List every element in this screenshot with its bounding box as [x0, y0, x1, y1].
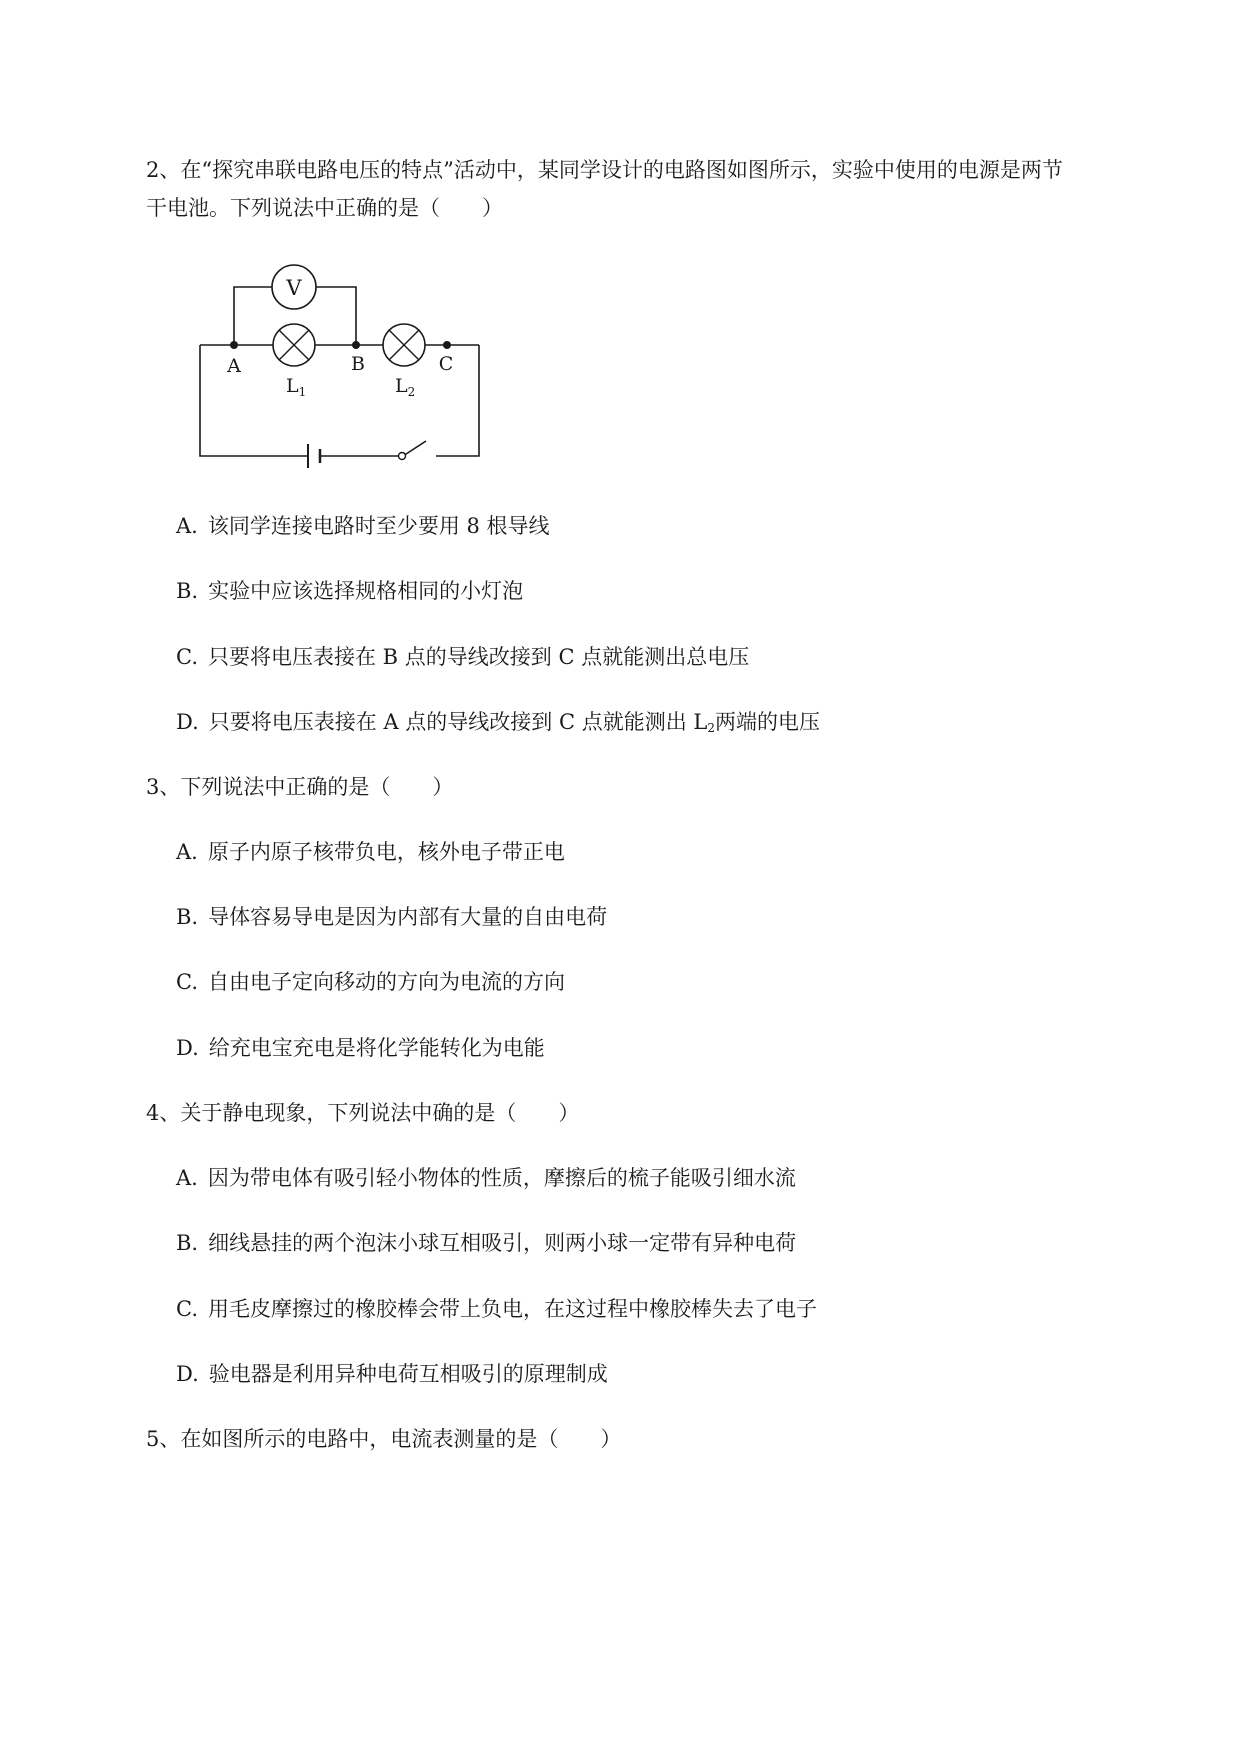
- option-text: 该同学连接电路时至少要用 8 根导线: [207, 514, 550, 538]
- junction-a-dot: [230, 341, 238, 349]
- question-4-line-1: [146, 1099, 579, 1127]
- option-text: 自由电子定向移动的方向为电流的方向: [208, 970, 565, 994]
- option-letter: B.: [176, 905, 199, 929]
- question-2-option-d: [176, 708, 820, 736]
- option-letter: D.: [176, 710, 199, 734]
- option-letter: A.: [176, 840, 198, 864]
- option-letter: D.: [176, 1362, 199, 1386]
- point-b-label: B: [351, 353, 365, 375]
- question-4-stem: 关于静电现象，下列说法中确的是（ ）: [180, 1101, 580, 1125]
- switch-pivot: [399, 453, 406, 460]
- question-4-option-d: [176, 1360, 608, 1388]
- option-text: 只要将电压表接在 B 点的导线改接到 C 点就能测出总电压: [208, 645, 750, 669]
- option-text: 导体容易导电是因为内部有大量的自由电荷: [208, 905, 608, 929]
- question-2-stem-line-2: 干电池。下列说法中正确的是（ ）: [146, 196, 503, 220]
- question-3-line-1: [146, 773, 453, 801]
- question-3-option-a: [176, 838, 565, 866]
- lamp-l2-label: $L_2$: [395, 375, 416, 399]
- question-4-option-b: [176, 1229, 796, 1257]
- option-text-before: 只要将电压表接在 A 点的导线改接到 C 点就能测出 L: [208, 710, 708, 734]
- option-letter: A.: [176, 1166, 198, 1190]
- option-text: 给充电宝充电是将化学能转化为电能: [208, 1036, 545, 1060]
- option-letter: B.: [176, 579, 199, 603]
- question-3-option-d: [176, 1034, 545, 1062]
- option-letter: B.: [176, 1231, 199, 1255]
- point-c-label: C: [438, 353, 454, 375]
- question-4-option-c: [176, 1295, 817, 1323]
- option-text: 用毛皮摩擦过的橡胶棒会带上负电，在这过程中橡胶棒失去了电子: [208, 1297, 817, 1321]
- question-2-option-b: [176, 577, 523, 605]
- option-text: 细线悬挂的两个泡沫小球互相吸引，则两小球一定带有异种电荷: [208, 1231, 797, 1255]
- question-2-option-a: [176, 512, 550, 540]
- question-3-option-c: [176, 968, 565, 996]
- question-2-number: 2、: [146, 158, 181, 182]
- option-text: 验电器是利用异种电荷互相吸引的原理制成: [208, 1362, 608, 1386]
- question-5-number: 5、: [146, 1427, 181, 1451]
- question-3-number: 3、: [146, 775, 181, 799]
- option-text-subscript: 2: [707, 721, 715, 735]
- voltmeter-label: V: [286, 276, 302, 300]
- option-text: 实验中应该选择规格相同的小灯泡: [208, 579, 524, 603]
- lamp-l2-symbol: [383, 324, 425, 366]
- question-5-stem: 在如图所示的电路中，电流表测量的是（ ）: [180, 1427, 622, 1451]
- option-letter: C.: [176, 970, 198, 994]
- question-4-option-a: [176, 1164, 796, 1192]
- question-3-option-b: [176, 903, 607, 931]
- question-2-line-1: [146, 156, 1063, 184]
- question-2-option-c: [176, 643, 749, 671]
- lamp-l1-symbol: [273, 324, 315, 366]
- circuit-diagram: [196, 258, 486, 478]
- option-text: 因为带电体有吸引轻小物体的性质，摩擦后的梳子能吸引细水流: [207, 1166, 796, 1190]
- junction-b-dot: [352, 341, 360, 349]
- question-2-line-2: [146, 194, 503, 222]
- option-text: 原子内原子核带负电，核外电子带正电: [207, 840, 565, 864]
- question-4-number: 4、: [146, 1101, 181, 1125]
- point-a-label: A: [227, 355, 241, 377]
- lamp-l1-label: $L_1$: [286, 375, 307, 399]
- question-3-stem: 下列说法中正确的是（ ）: [180, 775, 454, 799]
- option-letter: A.: [176, 514, 198, 538]
- option-letter: D.: [176, 1036, 199, 1060]
- option-text-after: 两端的电压: [714, 710, 820, 734]
- question-5-line-1: [146, 1425, 621, 1453]
- junction-c-dot: [443, 341, 451, 349]
- option-letter: C.: [176, 645, 198, 669]
- circuit-wires: [200, 287, 479, 468]
- option-letter: C.: [176, 1297, 198, 1321]
- question-2-stem-line-1: 在“探究串联电路电压的特点”活动中，某同学设计的电路图如图所示，实验中使用的电源是两节: [180, 158, 1063, 182]
